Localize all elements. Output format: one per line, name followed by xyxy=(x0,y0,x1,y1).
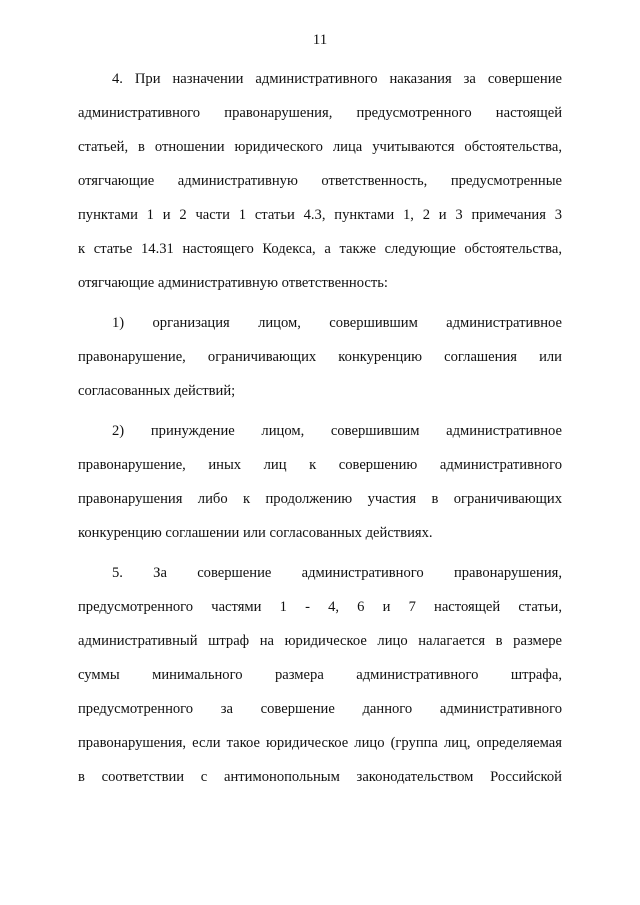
paragraph-5 xyxy=(78,556,562,794)
text-line: правонарушение, ограничивающих конкуренцию соглашения или xyxy=(78,349,562,365)
text-line: отягчающие административную ответственность, предусмотренные xyxy=(78,173,562,189)
text-line: статьей, в отношении юридического лица учитываются обстоятельства, xyxy=(78,139,562,155)
paragraph-4-item-2 xyxy=(78,414,562,550)
text-line: 1) организация лицом, совершившим административное xyxy=(112,315,562,331)
text-line: отягчающие административную ответственность: xyxy=(78,275,388,291)
text-line: 4. При назначении административного наказания за совершение xyxy=(112,71,562,87)
text-line: предусмотренного за совершение данного административного xyxy=(78,701,562,717)
text-line: конкуренцию соглашении или согласованных действиях. xyxy=(78,525,433,541)
text-line: согласованных действий; xyxy=(78,383,236,399)
document-body xyxy=(78,62,562,794)
paragraph-4-item-1 xyxy=(78,306,562,408)
paragraph-4 xyxy=(78,62,562,300)
text-line: суммы минимального размера административного штрафа, xyxy=(78,667,562,683)
text-line: предусмотренного частями 1 - 4, 6 и 7 настоящей статьи, xyxy=(78,599,562,615)
text-line: пунктами 1 и 2 части 1 статьи 4.3, пунктами 1, 2 и 3 примечания 3 xyxy=(78,207,562,223)
text-line: правонарушения, если такое юридическое лицо (группа лиц, определяемая xyxy=(78,735,562,751)
text-line: в соответствии с антимонопольным законодательством Российской xyxy=(78,769,562,785)
text-line: правонарушения либо к продолжению участия в ограничивающих xyxy=(78,491,562,507)
text-line: 5. За совершение административного правонарушения, xyxy=(112,565,562,581)
page-number: 11 xyxy=(312,32,328,48)
text-line: 2) принуждение лицом, совершившим административное xyxy=(112,423,562,439)
text-line: правонарушение, иных лиц к совершению административного xyxy=(78,457,562,473)
text-line: административного правонарушения, предусмотренного настоящей xyxy=(78,105,562,121)
text-line: к статье 14.31 настоящего Кодекса, а также следующие обстоятельства, xyxy=(78,241,562,257)
text-line: административный штраф на юридическое лицо налагается в размере xyxy=(78,633,562,649)
